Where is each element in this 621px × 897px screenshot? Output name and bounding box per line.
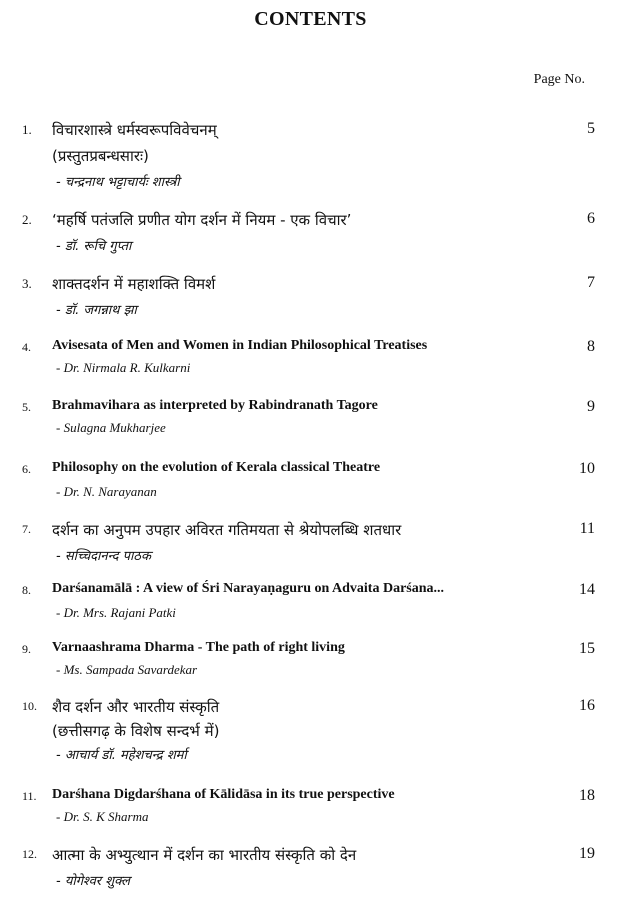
entry-number: 7. xyxy=(22,522,31,536)
toc-entry-1[interactable] xyxy=(0,120,621,200)
toc-entry-6[interactable] xyxy=(0,460,621,505)
toc-entry-3[interactable] xyxy=(0,274,621,324)
entry-title: शैव दर्शन और भारतीय संस्कृति xyxy=(52,698,220,716)
entry-number: 6. xyxy=(22,462,31,476)
entry-title: आत्मा के अभ्युत्थान में दर्शन का भारतीय संस्कृति को देन xyxy=(52,846,357,864)
toc-entry-4[interactable] xyxy=(0,338,621,383)
entry-author: - Dr. S. K Sharma xyxy=(56,809,149,824)
page-title: CONTENTS xyxy=(254,8,367,30)
entry-title: Philosophy on the evolution of Kerala classical Theatre xyxy=(52,460,381,475)
toc-entry-11[interactable] xyxy=(0,787,621,832)
entry-author: - Ms. Sampada Savardekar xyxy=(56,662,198,677)
toc-entry-2[interactable] xyxy=(0,210,621,260)
entry-page: 10 xyxy=(579,460,595,477)
entry-page: 11 xyxy=(579,520,595,537)
entry-title: ‘महर्षि पतंजलि प्रणीत योग दर्शन में नियम - एक विचार’ xyxy=(52,211,352,229)
toc-entry-5[interactable] xyxy=(0,398,621,443)
entry-author: - आचार्य डॉ. महेशचन्द्र शर्मा xyxy=(56,748,187,763)
entry-author: - Sulagna Mukharjee xyxy=(56,420,166,435)
entry-author: - चन्द्रनाथ भट्टाचार्यः शास्त्री xyxy=(56,175,180,190)
entry-title: Avisesata of Men and Women in Indian Philosophical Treatises xyxy=(52,338,428,353)
entry-number: 9. xyxy=(22,642,31,656)
page-no-label: Page No. xyxy=(533,72,585,87)
entry-number: 5. xyxy=(22,400,31,414)
entry-page: 9 xyxy=(587,398,595,415)
entry-author: - योगेश्वर शुक्ल xyxy=(56,874,130,889)
entry-page: 18 xyxy=(579,787,595,804)
entry-title: शाक्तदर्शन में महाशक्ति विमर्श xyxy=(52,275,216,293)
entry-number: 11. xyxy=(22,789,37,803)
toc-entry-12[interactable] xyxy=(0,845,621,895)
toc-entry-10[interactable] xyxy=(0,697,621,777)
entry-page: 8 xyxy=(587,338,595,355)
toc-entry-7[interactable] xyxy=(0,520,621,570)
toc-entry-8[interactable] xyxy=(0,581,621,626)
entry-author: - डॉ. रूचि गुप्ता xyxy=(56,239,132,254)
entry-title: Darśhana Digdarśhana of Kālidāsa in its true perspective xyxy=(52,787,395,802)
entry-number: 12. xyxy=(22,847,37,861)
entry-number: 4. xyxy=(22,340,31,354)
entry-author: - Dr. N. Narayanan xyxy=(56,484,157,499)
entry-page: 5 xyxy=(587,120,595,137)
entry-page: 19 xyxy=(579,845,595,862)
entry-page: 15 xyxy=(579,640,595,657)
entry-title: विचारशास्त्रे धर्मस्वरूपविवेचनम् xyxy=(52,121,217,139)
entry-author: - Dr. Mrs. Rajani Patki xyxy=(56,605,176,620)
entry-title: Varnaashrama Dharma - The path of right living xyxy=(52,640,345,655)
entry-number: 2. xyxy=(22,212,32,227)
entry-title: Darśanamālā : A view of Śri Narayaṇaguru on Advaita Darśana... xyxy=(52,581,445,596)
entry-subtitle: (छत्तीसगढ़ के विशेष सन्दर्भ में) xyxy=(52,722,220,740)
entry-page: 6 xyxy=(587,210,595,227)
entry-number: 3. xyxy=(22,276,32,291)
entry-number: 8. xyxy=(22,583,31,597)
entry-subtitle: (प्रस्तुतप्रबन्धसारः) xyxy=(52,147,149,165)
toc-entry-9[interactable] xyxy=(0,640,621,685)
entry-number: 10. xyxy=(22,699,37,713)
entry-author: - Dr. Nirmala R. Kulkarni xyxy=(56,360,191,375)
entry-author: - डॉ. जगन्नाथ झा xyxy=(56,303,137,318)
entry-page: 14 xyxy=(579,581,595,598)
entry-number: 1. xyxy=(22,122,32,137)
entry-title: दर्शन का अनुपम उपहार अविरत गतिमयता से श्रेयोपलब्धि शतधार xyxy=(52,521,402,539)
entry-title: Brahmavihara as interpreted by Rabindranath Tagore xyxy=(52,398,378,413)
entry-page: 7 xyxy=(587,274,595,291)
entry-author: - सच्चिदानन्द पाठक xyxy=(56,549,151,564)
entry-page: 16 xyxy=(579,697,595,714)
